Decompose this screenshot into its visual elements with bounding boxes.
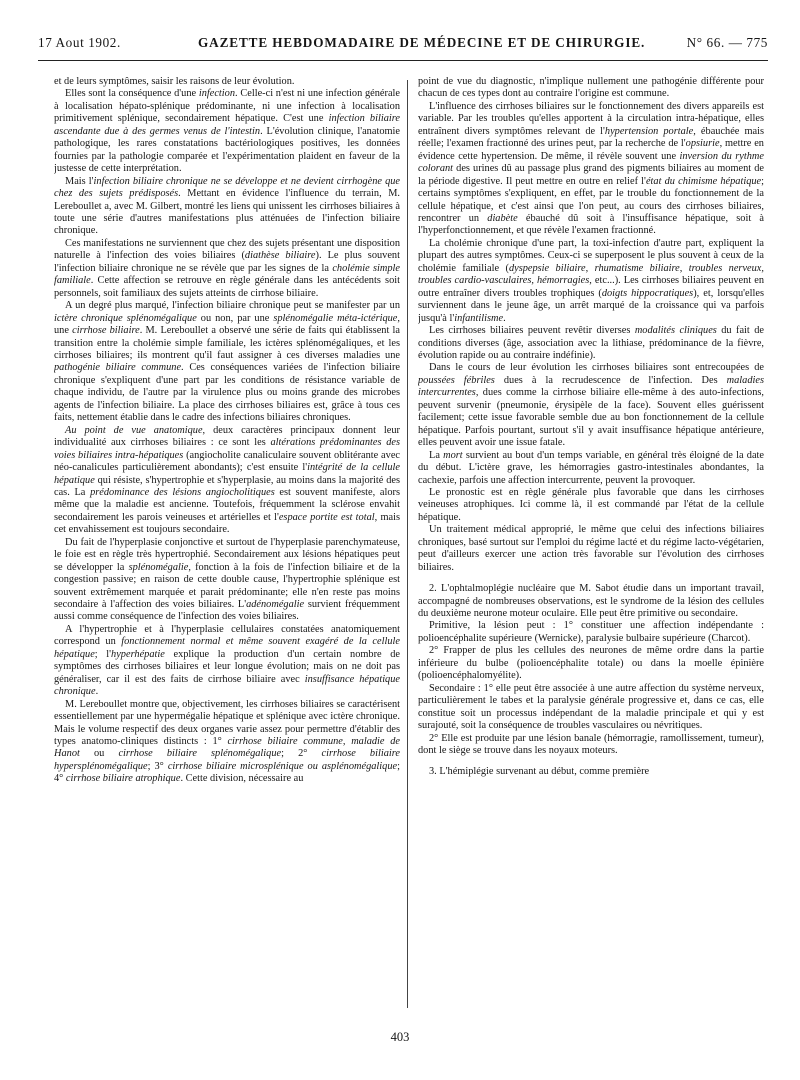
running-head [38, 35, 768, 57]
issue-date: 17 Aout 1902. [38, 35, 121, 50]
italic-phrase: infection biliaire ascendante due à des germes venus de l'intestin [54, 113, 400, 137]
paragraph: 2. L'ophtalmoplégie nucléaire que M. Sabot étudie dans un important travail, accompagné de nombreuses observations, est le syndrome de la lésion des cellules du deuxième neurone moteur oculaire. Elle peut être primitive ou secondaire. [418, 583, 764, 620]
paragraph: Les cirrhoses biliaires peuvent revêtir diverses modalités cliniques du fait de conditions diverses (âge, association avec la lithiase, prédominance de la fièvre, évolution rapide ou au contraire indéfinie). [418, 325, 764, 361]
italic-phrase: insuffisance hépatique chronique [54, 673, 400, 698]
paragraph: Au point de vue anatomique, deux caractères principaux donnent leur individualité aux cirrhoses biliaires : ce sont les altérations prédominantes des voies biliaires intra-hépatiques (angiocholite canaliculaire souvent oblitérante avec néo-canalicules particulièrement abondants); c'est ensuite l'intégrité de la cellule hépatique qui résiste, s'hypertrophie et s'hyperplasie, au moins dans la majorité des cas. La prédominance des lésions angiocholitiques est souvent manifeste, alors même que la maladie est ancienne. Toutefois, fréquemment la sclérose envahit secondairement les parois veineuses et artérielles et l'espace portite est total, mais cet envahissement est toujours secondaire. [54, 424, 400, 536]
italic-phrase: hyperhépatie [111, 648, 165, 660]
paragraph: A un degré plus marqué, l'infection biliaire chronique peut se manifester par un ictère chronique splénomégalique ou non, par une splénomégalie méta-ictérique, une cirrhose biliaire. M. Lereboullet a observé une série de faits qui établissent la transition entre la cholémie simple familiale, les ictères splénomégaliques, et les cirrhoses biliaires; ils montrent qu'il faut assigner à ces diverses maladies une pathogénie biliaire commune. Ces conséquences variées de l'infection biliaire chronique s'expliquent d'une part par les conditions de résistance variable de chaque individu, de l'autre par la virulence plus ou moins grande des microbes agents de l'infection biliaire. La place des cirrhoses biliaires est, grâce à tous ces faits, nettement établie dans le cadre des infections biliaires chroniques. [54, 300, 400, 424]
italic-phrase: prédominance des lésions angiocholitiques [90, 486, 275, 498]
page-number: 403 [390, 1030, 410, 1044]
italic-phrase: opsiurie [685, 138, 720, 150]
italic-phrase: cirrhose biliaire atrophique [65, 773, 181, 785]
italic-phrase: cirrhose biliaire commune, maladie de Hanot [54, 736, 400, 760]
issue-number: N° 66. — 775 [686, 35, 768, 50]
italic-phrase: diabète [487, 212, 518, 224]
paragraph: point de vue du diagnostic, n'implique nullement une pathogénie différente pour chacun de ces types dont au contraire l'origine est commune. [418, 76, 764, 100]
italic-phrase: doigts hippocratiques [601, 287, 694, 299]
paragraph: L'influence des cirrhoses biliaires sur le fonctionnement des divers appareils est variable. Par les troubles qu'elles apportent à la circulation intra-hépatique, elles entraînent divers symptômes relevant de l'hypertension portale, ébauchée mais réelle; l'examen fractionné des urines peut, par la recherche de l'opsiurie, mettre en évidence cette hypertension. De même, il révèle souvent une inversion du rythme colorant des urines dû au passage plus grand des pigments biliaires au moment de la période digestive. Il peut mettre en outre en relief l'état du chimisme hépatique; certains symptômes s'expliquent, en effet, par le trouble du fonctionnement de la cellule hépatique, et c'est ainsi que l'on peut, au cours des cirrhoses biliaires, rencontrer un diabète ébauché dû soit à l'insuffisance hépatique, soit à l'hyperfonctionnement, et que révèle l'examen fractionné. [418, 100, 764, 237]
italic-phrase: adénomégalie [246, 599, 305, 611]
paragraph: 2° Frapper de plus les cellules des neurones de même ordre dans la partie inférieure du bulbe (polioencéphalite totale) ou dans la moelle épinière (polioencéphalomyélite). [418, 645, 764, 682]
paragraph: Mais l'infection biliaire chronique ne se développe et ne devient cirrhogène que chez des sujets prédisposés. Mettant en évidence l'influence du terrain, M. Lereboullet a, avec M. Gilbert, montré les liens qui unissent les cirrhoses biliaires à toute une série d'autres manifestations plus atténuées de l'infection biliaire chronique. [54, 175, 400, 237]
italic-phrase: cirrhose biliaire [72, 325, 140, 337]
italic-phrase: pathogénie biliaire commune [54, 362, 182, 374]
paragraph: et de leurs symptômes, saisir les raisons de leur évolution. [54, 76, 295, 87]
italic-phrase: dyspepsie biliaire, rhumatisme biliaire, troubles nerveux, troubles cardio-vasculaires, hémorragies [418, 262, 764, 287]
paragraph: A l'hypertrophie et à l'hyperplasie cellulaires constatées anatomiquement correspond un fonctionnement normal et même souvent exagéré de la cellule hépatique; l'hyperhépatie explique la production d'un certain nombre de symptômes des cirrhoses biliaires et leur longue évolution; mais on ne doit pas généraliser, car il est des faits de cirrhose biliaire avec insuffisance hépatique chronique. [54, 623, 400, 698]
italic-phrase: infection [198, 88, 236, 100]
italic-phrase: splénomégalie méta-ictérique [273, 312, 398, 324]
italic-phrase: infantilisme [454, 312, 504, 324]
italic-phrase: maladies intercurrentes [418, 374, 764, 399]
italic-phrase: infection biliaire chronique ne se développe et ne devient cirrhogène que chez des sujets prédisposés [54, 175, 400, 200]
paragraph: La cholémie chronique d'une part, la toxi-infection d'autre part, expliquent la plupart des autres symptômes. Ceux-ci se superposent le plus souvent à ceux de la cholémie familiale (dyspepsie biliaire, rhumatisme biliaire, troubles nerveux, troubles cardio-vasculaires, hémorragies, etc...). Les cirrhoses biliaires peuvent en outre entraîner divers troubles trophiques (doigts hippocratiques), et, lorsqu'elles surviennent dans le jeune âge, un arrêt marqué de la croissance qui va parfois jusqu'à l'infantilisme. [418, 237, 764, 324]
column-separator [407, 80, 408, 1008]
italic-phrase: ictère chronique splénomégalique [54, 312, 197, 324]
italic-phrase: altérations prédominantes des voies biliaires intra-hépatiques [54, 437, 400, 461]
paragraph: Elles sont la conséquence d'une infection. Celle-ci n'est ni une infection générale à localisation hépato-splénique prédominante, ni une infection à localisation primitivement splénique, secondairement hépatique. C'est une infection biliaire ascendante due à des germes venus de l'intestin. L'évolution clinique, l'anatomie pathologique, les rares constatations bactériologiques positives, les données fournies par la pathologie comparée et l'expérimentation plaident en faveur de la justesse de cette interprétation. [54, 88, 400, 175]
paragraph: M. Lereboullet montre que, objectivement, les cirrhoses biliaires se caractérisent essentiellement par une hypermégalie hépatique et splénique avec ictère chronique. Mais le volume respectif des deux organes varie assez pour permettre d'établir des types anatomo-cliniques distincts : 1° cirrhose biliaire commune, maladie de Hanot ou cirrhose biliaire splénomégalique; 2° cirrhose biliaire hypersplénomégalique; 3° cirrhose biliaire microsplénique ou asplénomégalique; 4° cirrhose biliaire atrophique. Cette division, nécessaire au [54, 698, 400, 785]
italic-phrase: cirrhose biliaire microsplénique ou asplénomégalique [167, 760, 398, 772]
italic-phrase: intégrité de la cellule hépatique [54, 462, 400, 486]
paragraph: Du fait de l'hyperplasie conjonctive et surtout de l'hyperplasie parenchymateuse, le foie est en règle très hypertrophié. Secondairement aux lésions hépatiques peut se développer la splénomégalie, fonction à la fois de l'infection biliaire et de la congestion passive; en raison de cette double cause, l'hypertrophie splénique est souvent extrêmement marquée et parait prédominante; elle n'en reste pas moins secondaire à l'affection des voies biliaires. L'adénomégalie survient fréquemment aussi comme conséquence de l'infection des voies biliaires. [54, 536, 400, 623]
italic-phrase: inversion du rythme colorant [418, 150, 764, 175]
paragraph: Secondaire : 1° elle peut être associée à une autre affection du système nerveux, particulièrement le tabes et la paralysie générale progressive et, dans ce cas, elle constitue soit un processus indépendant de la maladie principale et qui y est surajouté, soit la conséquence de troubles vasculaires ou névritiques. [418, 682, 764, 732]
right-column [418, 76, 764, 1011]
left-column [54, 76, 400, 1011]
paragraph: La mort survient au bout d'un temps variable, en général très éloigné de la date du début. L'ictère grave, les hémorragies gastro-intestinales abondantes, la cachexie, parfois une affection intercurrente, peuvent la provoquer. [418, 449, 764, 486]
paragraph: Primitive, la lésion peut : 1° constituer une affection indépendante : polioencéphalite supérieure (Wernicke), paralysie bulbaire supérieure (Charcot). [418, 620, 764, 644]
paragraph: 2° Elle est produite par une lésion banale (hémorragie, ramollissement, tumeur), dont le siège se trouve dans les noyaux moteurs. [418, 732, 764, 757]
italic-phrase: mort [443, 449, 463, 461]
italic-phrase: poussées fébriles [418, 374, 495, 386]
italic-phrase: diathèse biliaire [244, 250, 316, 262]
italic-phrase: fonctionnement normal et même souvent exagéré de la cellule hépatique [54, 636, 400, 660]
paragraph: 3. L'hémiplégie survenant au début, comme première [429, 766, 650, 778]
italic-phrase: splénomégalie [128, 561, 189, 573]
italic-phrase: Au point de vue anatomique [65, 424, 203, 436]
italic-phrase: espace portite est total [278, 511, 375, 523]
paragraph: Un traitement médical approprié, le même que celui des infections biliaires chroniques, basé surtout sur l'emploi du régime lacté et du régime lacto-végétarien, peut d'ailleurs exercer une action très favorable sur l'évolution des cirrhoses biliaires. [418, 524, 764, 573]
italic-phrase: cirrhose biliaire hypersplénomégalique [54, 748, 400, 772]
paragraph: Ces manifestations ne surviennent que chez des sujets présentant une disposition naturelle à l'infection des voies biliaires (diathèse biliaire). Le plus souvent l'infection biliaire chronique ne se révèle que par les signes de la cholémie simple familiale. Cette affection se retrouve en règle générale dans les antécédents soit personnels, soit familiaux des sujets atteints de cirrhose biliaire. [54, 237, 400, 299]
journal-title: GAZETTE HEBDOMADAIRE DE MÉDECINE ET DE CHIRURGIE. [198, 35, 646, 50]
header-rule [38, 60, 768, 61]
italic-phrase: cirrhose biliaire splénomégalique [118, 748, 282, 760]
italic-phrase: hypertension portale [604, 125, 694, 137]
paragraph: Dans le cours de leur évolution les cirrhoses biliaires sont entrecoupées de poussées fébriles dues à la recrudescence de l'infection. Des maladies intercurrentes, dues comme la cirrhose biliaire elle-même à des auto-infections, peuvent survenir (pneumonie, érysipèle de la face). Souvent elles guérissent facilement; cette issue favorable semble due au bon fonctionnement de la cellule hépatique. Parfois pourtant, surtout s'il y avait insuffisance hépatique antérieure, elles peuvent avoir une issue fatale. [418, 362, 764, 449]
italic-phrase: cholémie simple familiale [54, 262, 400, 287]
paragraph: Le pronostic est en règle générale plus favorable que dans les cirrhoses veineuses atrophiques. Ici comme là, il est commandé par l'état de la cellule hépatique. [418, 486, 764, 523]
italic-phrase: modalités cliniques [634, 325, 717, 337]
italic-phrase: état du chimisme hépatique [645, 175, 762, 187]
